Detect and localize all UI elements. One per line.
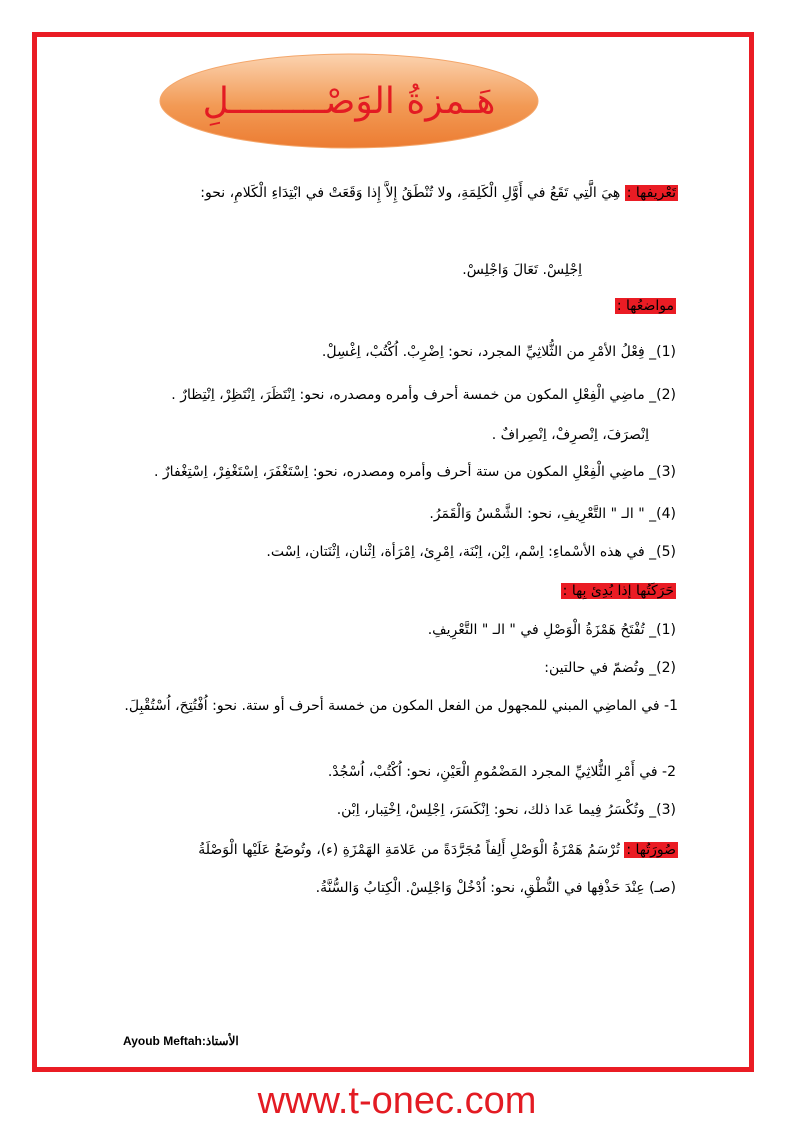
teacher-credit <box>123 1034 239 1048</box>
page-title: هَـمزةُ الوَصْـــــــــلِ <box>202 80 496 122</box>
positions-label: مواضعُها : <box>616 298 674 314</box>
positions-item-3: (3)_ ماضِي الْفِعْلِ المكون من ستة أحرف وأمره ومصدره، نحو: اِسْتَغْفَرَ، اِسْتَغْفِرْ، اِسْتِغْفارٌ . <box>154 464 676 480</box>
vowel-heading <box>561 581 676 601</box>
form-label: صُورَتُها : <box>626 842 676 858</box>
vowel-label: حَرَكَتُها إذا بُدِئ بِها : <box>562 583 674 599</box>
teacher-name: Ayoub Meftah <box>123 1034 202 1048</box>
definition-example: اِجْلِسْ. تَعَالَ وَاجْلِسْ. <box>462 262 582 278</box>
positions-item-5: (5)_ في هذه الأسْماءِ: اِسْم، اِبْن، اِبْنَة، اِمْرِئ، اِمْرَأة، اِثْنان، اِثْنَتان، اِسْت. <box>266 544 676 560</box>
definition-text: هِيَ الَّتِي تَقَعُ في أَوَّلِ الْكَلِمَةِ، ولا تُنْطَقُ إِلاَّ إِذا وَقَعَتْ في ابْتِدَاءِ الْكَلامِ، نحو: <box>200 185 625 201</box>
positions-item-4: (4)_ " الـ " التَّعْرِيفِ، نحو: الشَّمْسُ وَالْقَمَرُ. <box>429 506 676 522</box>
form-text: تُرْسَمُ هَمْزَةُ الْوَصْلِ أَلِفاً مُجَرَّدَةً من عَلامَةِ الهَمْزَةِ (ء)، وتُوضَعُ عَلَيْها الْوَصْلَةُ <box>198 842 625 858</box>
vowel-item-3: (3)_ وتُكْسَرُ فِيما عَدا ذلك، نحو: اِنْكَسَرَ، اِجْلِسْ، اِخْتِبار، اِبْن. <box>336 802 676 818</box>
teacher-label: الأستاذ: <box>201 1034 239 1048</box>
vowel-item-2b: 2- في أَمْرِ الثُّلاثِيِّ المجرد المَضْمُومِ الْعَيْنِ، نحو: اُكْتُبْ، اُسْجُدْ. <box>327 764 676 780</box>
form-line-2: (صـ) عِنْدَ حَذْفِها في النُّطْقِ، نحو: اُدْخُلْ وَاجْلِسْ. الْكِتابُ وَالسُّنَّةُ. <box>315 880 676 896</box>
title-banner <box>158 52 540 150</box>
website-link[interactable]: www.t-onec.com <box>257 1080 537 1122</box>
positions-item-2-cont: اِنْصرَفَ، اِنْصرِفْ، اِنْصِرافٌ . <box>491 427 649 443</box>
vowel-item-2: (2)_ وتُضمّ في حالتين: <box>544 660 676 676</box>
positions-item-2: (2)_ ماضِي الْفِعْلِ المكون من خمسة أحرف وأمره ومصدره، نحو: اِنْتَظَرَ، اِنْتَظِرْ، اِنْتِظارٌ . <box>171 387 676 403</box>
vowel-item-1: (1)_ تُفْتَحُ هَمْزَةُ الْوَصْلِ في " الـ " التَّعْرِيفِ. <box>427 622 676 638</box>
form-line <box>198 840 678 860</box>
positions-item-1: (1)_ فِعْلُ الأمْرِ من الثُّلاثِيِّ المجرد، نحو: اِضْرِبْ. اُكْتُبْ، اِغْسِلْ. <box>321 344 676 360</box>
vowel-item-2a: 1- في الماضِي المبني للمجهول من الفعل المكون من خمسة أحرف أو ستة. نحو: اُفْتُتِحَ، اُسْتُقْبِلَ. <box>124 698 678 714</box>
definition-label: تَعْريفها : <box>626 185 676 201</box>
definition-line <box>200 183 678 203</box>
positions-heading <box>615 296 676 316</box>
